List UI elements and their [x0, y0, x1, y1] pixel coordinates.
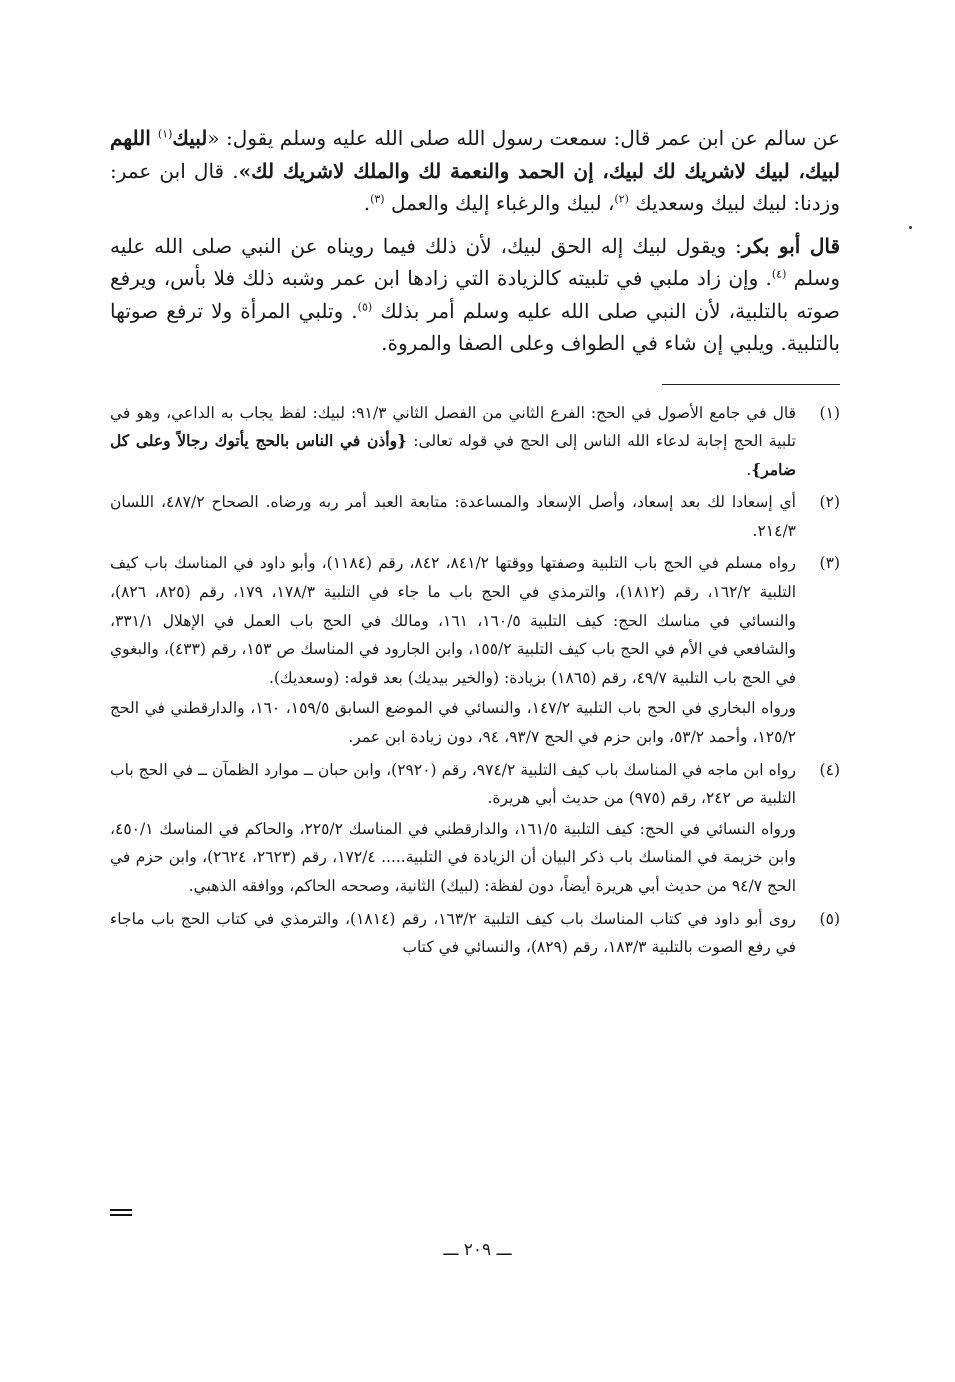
text: عن سالم عن ابن عمر قال: سمعت رسول الله صلى الله عليه وسلم يقول: « — [207, 126, 841, 150]
footnote-ref-3[interactable]: (٣) — [370, 192, 385, 206]
text-bold: اللهم لبيك، لبيك لاشريك لك لبيك، إن الحمد والنعمة لك والملك لاشريك لك» — [110, 126, 841, 183]
footnote-ref-5[interactable]: (٥) — [357, 299, 373, 313]
text: . — [363, 191, 371, 215]
footnote-ref-1[interactable]: (١) — [157, 127, 173, 141]
page-body — [110, 122, 840, 966]
footnote-text — [110, 905, 796, 962]
footnote-2 — [110, 488, 840, 545]
text: ورواه البخاري في الحج باب التلبية ١٤٧/٢، والنسائي في الموضع السابق ١٥٩/٥، ١٦٠، والدارقطني في الحج ١٢٥/٢، وأحمد ٥٣/٢، وابن حزم في الحج ٩٣/٧، ٩٤، دون زيادة ابن عمر. — [110, 699, 796, 747]
footnote-text — [110, 488, 796, 545]
footnote-text — [110, 549, 796, 751]
text-bold: لبيك — [172, 126, 208, 150]
page-number: ـــ ٢٠٩ ـــ — [443, 1240, 512, 1260]
footnote-separator — [662, 384, 840, 385]
text: قال في جامع الأصول في الحج: الفرع الثاني من الفصل الثاني ٩١/٣: لبيك: لفظ يجاب به الداعي، وهو في تلبية الحج إجابة لدعاء الله الناس إلى الحج في قوله تعالى: — [110, 403, 796, 451]
text: : ويقول لبيك إله الحق لبيك، لأن ذلك فيما رويناه عن النبي صلى الله عليه وسلم — [110, 233, 840, 290]
footnote-number: (١) — [819, 403, 840, 422]
footnote-5 — [110, 905, 840, 962]
footnote-ref-4[interactable]: (٤) — [771, 267, 787, 281]
continuation-mark — [110, 1209, 132, 1219]
text: روى أبو داود في كتاب المناسك باب كيف التلبية ١٦٣/٢، رقم (١٨١٤)، والترمذي في كتاب الحج باب ماجاء في رفع الصوت بالتلبية ١٨٣/٣، رقم (٨٢٩)، والنسائي في كتاب — [110, 909, 796, 957]
footnote-1 — [110, 399, 840, 485]
footnote-number: (٤) — [819, 760, 840, 779]
text: رواه مسلم في الحج باب التلبية وصفتها ووقتها ٨٤١/٢، ٨٤٢، رقم (١١٨٤)، وأبو داود في المناسك باب كيف التلبية ١٦٢/٢، رقم (١٨١٢)، والترمذي في الحج باب ما جاء في التلبية ١٧٨/٣، ١٧٩، رقم (٨٢٥، ٨٢٦)، والنسائي في مناسك الحج: كيف التلبية ١٦٠/٥، ١٦١، ومالك في الحج باب العمل في الإهلال ٣٣١/١، والشافعي في الأم في الحج باب كيف التلبية ١٥٥/٢، وابن الجارود في المناسك ص ١٥٣، رقم (٤٣٣)، والبغوي في الحج باب التلبية ٤٩/٧، رقم (١٨٦٥) بزيادة: (والخير بيديك) بعد قوله: (وسعديك). — [110, 554, 797, 687]
text: ورواه النسائي في الحج: كيف التلبية ١٦١/٥، والدارقطني في المناسك ٢٢٥/٢، والحاكم في المناسك ٤٥٠/١، وابن خزيمة في المناسك باب ذكر البيان أن الزيادة في التلبية..... ١٧٢/٤، رقم (٢٦٢٣، ٢٦٢٤)، وابن حزم في الحج ٩٤/٧ من حديث أبي هريرة أيضاً، دون لفظة: (لبيك) الثانية، وصححه الحاكم، ووافقه الذهبي. — [110, 819, 796, 895]
footnote-ref-2[interactable]: (٢) — [614, 192, 629, 206]
text: أي إسعادا لك بعد إسعاد، وأصل الإسعاد والمساعدة: متابعة العبد أمر ربه ورضاه. الصحاح ٤٨٧/٢، اللسان ٢١٤/٣. — [110, 493, 796, 540]
main-paragraph-2 — [110, 230, 840, 360]
text: . وتلبي المرأة ولا ترفع صوتها بالتلبية. ويلبي إن شاء في الطواف وعلى الصفا والمروة. — [110, 298, 840, 355]
footnote-3 — [110, 549, 840, 751]
footnote-text — [110, 399, 796, 485]
speaker-label: قال أبو بكر — [741, 233, 840, 258]
text: رواه ابن ماجه في المناسك باب كيف التلبية ٩٧٤/٢، رقم (٢٩٢٠)، وابن حبان ــ موارد الظمآن ــ في الحج باب التلبية ص ٢٤٢، رقم (٩٧٥) من حديث أبي هريرة. — [110, 760, 796, 808]
footnote-number: (٣) — [819, 554, 840, 573]
text: ، لبيك والرغباء إليك والعمل — [384, 191, 615, 215]
footnote-4 — [110, 756, 840, 901]
main-paragraph-1 — [110, 122, 840, 220]
text: . وإن زاد ملبي في تلبيته كالزيادة التي زادها ابن عمر وشبه ذلك فلا بأس، ويرفع صوته بالتلبية، لأن النبي صلى الله عليه وسلم أمر بذلك — [110, 266, 840, 323]
footnote-number: (٥) — [819, 909, 840, 928]
text: . — [746, 460, 752, 479]
quran-quote: {وأذن في الناس بالحج يأتوك رجالاً وعلى كل ضامر} — [110, 431, 796, 479]
stray-mark — [909, 226, 912, 229]
footnote-number: (٢) — [819, 493, 840, 512]
footnote-text — [110, 756, 796, 901]
text: . قال ابن عمر: وزدنا: لبيك لبيك وسعديك — [110, 158, 840, 215]
